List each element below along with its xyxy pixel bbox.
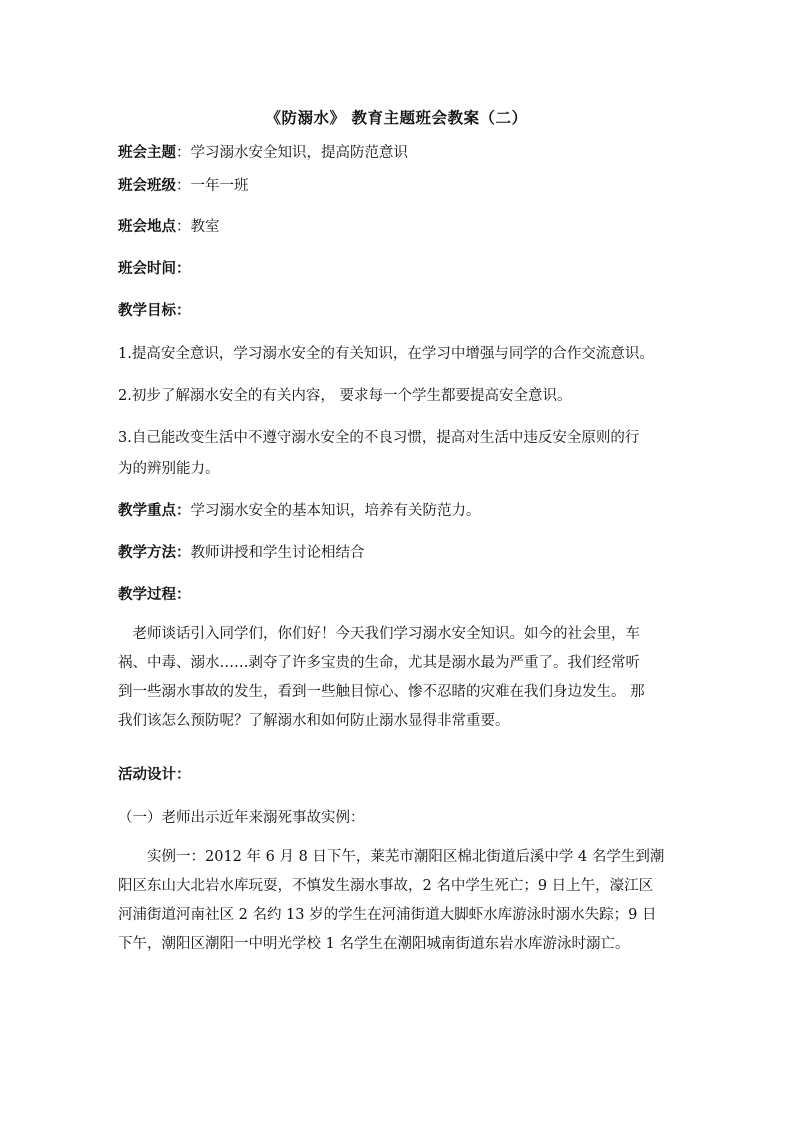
objective-item: 3.自己能改变生活中不遵守溺水安全的不良习惯，提高对生活中违反安全原则的行	[118, 430, 640, 446]
process-line: 到一些溺水事故的发生，看到一些触目惊心、惨不忍睹的灾难在我们身边发生。 那	[118, 684, 645, 700]
activity-heading: 活动设计：	[118, 766, 191, 783]
field-location-value: 教室	[190, 219, 220, 235]
key-point	[118, 499, 678, 520]
field-theme-value: 学习溺水安全知识，提高防范意识	[190, 145, 408, 161]
method-value: 教师讲授和学生讨论相结合	[190, 545, 365, 561]
objective-item: 2.初步了解溺水安全的有关内容， 要求每一个学生都要提高安全意识。	[118, 388, 572, 404]
key-point-label: 教学重点	[118, 502, 176, 519]
key-point-sep: ：	[176, 502, 191, 519]
field-class-sep: ：	[176, 178, 191, 194]
case-line: 下午，潮阳区潮阳一中明光学校 1 名学生在潮阳城南街道东岩水库游泳时溺亡。	[118, 936, 630, 952]
process-line: 老师谈话引入同学们，你们好！今天我们学习溺水安全知识。如今的社会里，车	[118, 626, 640, 642]
case-line: 阳区东山大北岩水库玩耍，不慎发生溺水事故，2 名中学生死亡；9 日上午，濠江区	[118, 878, 654, 894]
method-label: 教学方法	[118, 544, 176, 561]
field-location	[118, 215, 678, 236]
objective-item: 1.提高安全意识，学习溺水安全的有关知识，在学习中增强与同学的合作交流意识。	[118, 346, 654, 362]
teaching-method	[118, 541, 678, 562]
case-line: 实例一：2012 年 6 月 8 日下午，莱芜市潮阳区棉北街道后溪中学 4 名学生到潮	[118, 849, 665, 865]
field-location-sep: ：	[176, 219, 191, 235]
activity-subheading: （一）老师出示近年来溺死事故实例：	[118, 810, 365, 826]
process-paragraph	[118, 620, 678, 736]
field-time-sep: ：	[176, 260, 191, 277]
key-point-value: 学习溺水安全的基本知识，培养有关防范力。	[190, 503, 481, 519]
case-line: 河浦街道河南社区 2 名约 13 岁的学生在河浦街道大脚虾水库游泳时溺水失踪；9 日	[118, 907, 657, 923]
field-time-label: 班会时间	[118, 260, 176, 277]
field-theme-label: 班会主题	[118, 144, 176, 161]
process-line: 祸、中毒、溺水……剥夺了许多宝贵的生命，尤其是溺水最为严重了。我们经常听	[118, 655, 640, 671]
field-location-label: 班会地点	[118, 218, 176, 235]
method-sep: ：	[176, 544, 191, 561]
field-time	[118, 257, 678, 278]
case-paragraph	[118, 843, 678, 959]
field-class-value: 一年一班	[190, 178, 249, 194]
document-title: 《防溺水》 教育主题班会教案（二）	[265, 108, 528, 127]
field-theme-sep: ：	[176, 145, 191, 161]
field-class	[118, 174, 678, 195]
process-heading: 教学过程：	[118, 586, 191, 603]
field-class-label: 班会班级	[118, 177, 176, 194]
objectives-heading: 教学目标：	[118, 302, 191, 319]
process-line: 我们该怎么预防呢？了解溺水和如何防止溺水显得非常重要。	[118, 713, 510, 729]
field-theme	[118, 141, 678, 162]
objective-item: 为的辨别能力。	[118, 461, 220, 477]
